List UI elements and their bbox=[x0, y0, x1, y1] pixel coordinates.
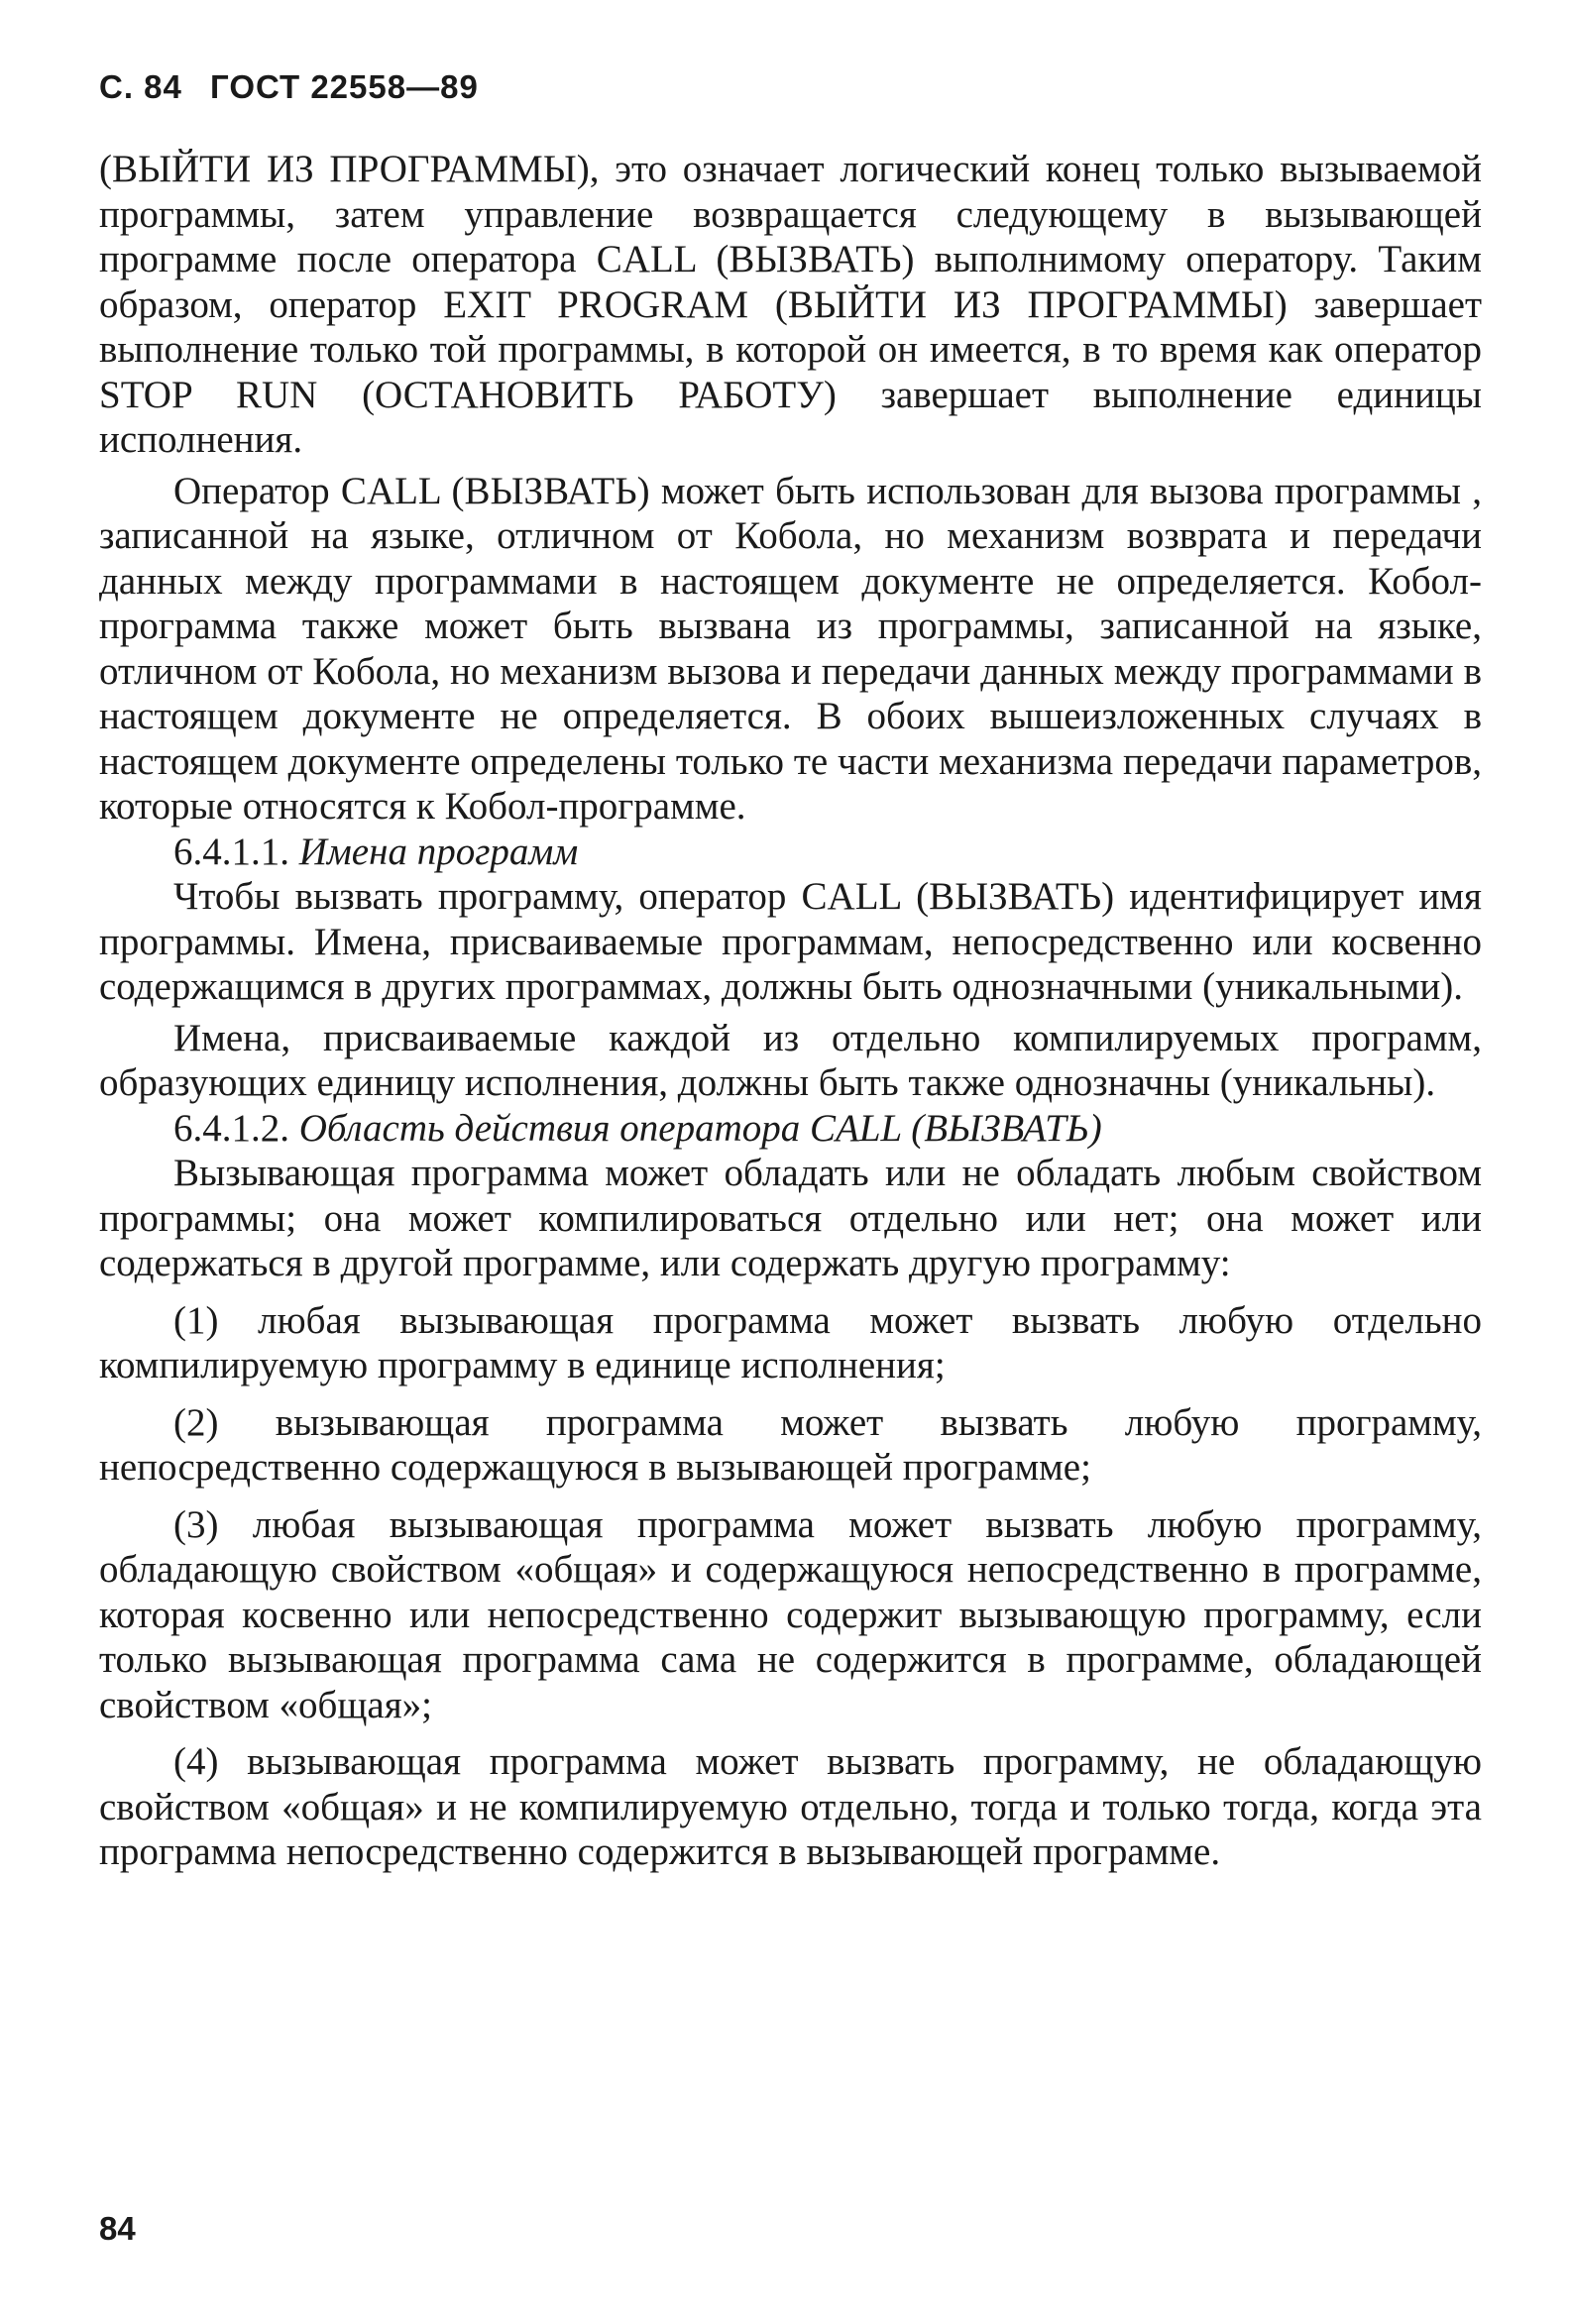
paragraph: Имена, присваиваемые каждой из отдельно компилируемых программ, образующих единицу исполнения, должны быть также однозначны (уникальны). bbox=[99, 1016, 1482, 1104]
page-header bbox=[99, 67, 1482, 107]
list-item: (4) вызывающая программа может вызвать программу, не обладающую свойством «общая» и не компилируемую отдельно, тогда и только тогда, когда эта программа непосредственно содержится в вызывающей программе. bbox=[99, 1740, 1482, 1873]
section-number: 6.4.1.1. bbox=[173, 830, 289, 873]
document-page bbox=[99, 67, 1482, 1875]
section-heading bbox=[99, 1106, 1482, 1152]
page-number: 84 bbox=[99, 2210, 136, 2247]
list-item: (1) любая вызывающая программа может вызвать любую отдельно компилируемую программу в единице исполнения; bbox=[99, 1298, 1482, 1386]
paragraph: Чтобы вызвать программу, оператор CALL (ВЫЗВАТЬ) идентифицирует имя программы. Имена, присваиваемые программам, непосредственно или косвенно содержащимся в других программах, должны быть однозначными (уникальными). bbox=[99, 875, 1482, 1008]
paragraph: Оператор CALL (ВЫЗВАТЬ) может быть использован для вызова программы , записанной на языке, отличном от Кобола, но механизм возврата и передачи данных между программами в настоящем документе не определяется. Кобол-программа также может быть вызвана из программы, записанной на языке, отличном от Кобола, но механизм вызова и передачи данных между программами в настоящем документе не определяется. В обоих вышеизложенных случаях в настоящем документе определены только те части механизма передачи параметров, которые относятся к Кобол-программе. bbox=[99, 469, 1482, 828]
paragraph: (ВЫЙТИ ИЗ ПРОГРАММЫ), это означает логический конец только вызываемой программы, затем управление возвращается следующему в вызывающей программе после оператора CALL (ВЫЗВАТЬ) выполнимому оператору. Таким образом, оператор EXIT PROGRAM (ВЫЙТИ ИЗ ПРОГРАММЫ) завершает выполнение только той программы, в которой он имеется, в то время как оператор STOP RUN (ОСТАНОВИТЬ РАБОТУ) завершает выполнение единицы исполнения. bbox=[99, 148, 1482, 461]
standard-name: ГОСТ 22558—89 bbox=[210, 68, 479, 105]
paragraph: Вызывающая программа может обладать или не обладать любым свойством программы; она может компилироваться отдельно или нет; она может или содержаться в другой программе, или содержать другую программу: bbox=[99, 1152, 1482, 1284]
section-title: Область действия оператора CALL (ВЫЗВАТЬ) bbox=[298, 1106, 1102, 1150]
section-number: 6.4.1.2. bbox=[173, 1106, 289, 1150]
section-heading bbox=[99, 830, 1482, 875]
list-item: (2) вызывающая программа может вызвать любую программу, непосредственно содержащуюся в вызывающей программе; bbox=[99, 1400, 1482, 1489]
list-item: (3) любая вызывающая программа может вызвать любую программу, обладающую свойством «общая» и содержащуюся непосредственно в программе, которая косвенно или непосредственно содержит вызывающую программу, если только вызывающая программа сама не содержится в программе, обладающей свойством «общая»; bbox=[99, 1502, 1482, 1726]
page-ref: С. 84 bbox=[99, 68, 182, 105]
section-title: Имена программ bbox=[298, 830, 579, 873]
